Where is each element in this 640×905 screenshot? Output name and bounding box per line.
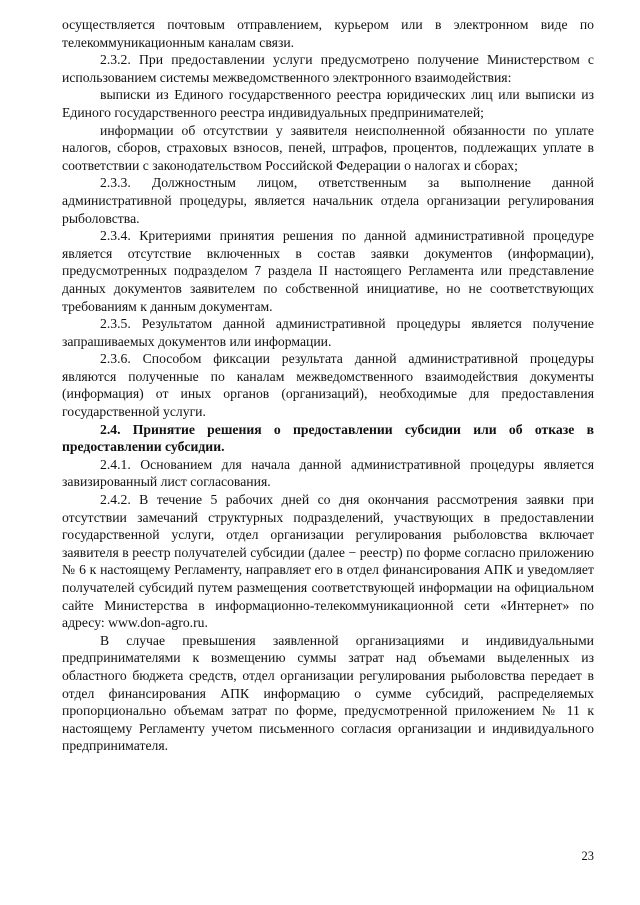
page-number: 23 bbox=[581, 849, 594, 863]
section-heading-2-4: 2.4. Принятие решения о предоставлении субсидии или об отказе в предоставлении субсидии. bbox=[62, 421, 594, 455]
paragraph-2-3-6: 2.3.6. Способом фиксации результата данной административной процедуры являются полученные по каналам межведомственного взаимодействия документы (информация) от иных органов (организаций), необходимые для предоставления государственной услуги. bbox=[62, 351, 594, 420]
paragraph-2-3-3: 2.3.3. Должностным лицом, ответственным за выполнение данной административной процедуры, является начальник отдела организации регулирования рыболовства. bbox=[62, 175, 594, 226]
paragraph-excess-costs: В случае превышения заявленной организациями и индивидуальными предпринимателями к возмещению суммы затрат над объемами выделенных из областного бюджета средств, отдел организации регулирования рыболовства передает в отдел финансирования АПК информацию о сумме субсидий, распределяемых пропорционально объемам затрат по форме, предусмотренной приложением № 11 к настоящему Регламенту учетом письменного согласия организации и индивидуального предпринимателя. bbox=[62, 632, 594, 754]
paragraph-mail-delivery: осуществляется почтовым отправлением, курьером или в электронном виде по телекоммуникационным каналам связи. bbox=[62, 17, 594, 50]
paragraph-2-3-4: 2.3.4. Критериями принятия решения по данной административной процедуре является отсутствие включенных в состав заявки документов (информации), предусмотренных подразделом 7 раздела II настоящего Регламента или представление данных документов заявителем по собственной инициативе, но не соответствующих требованиям к данным документам. bbox=[62, 228, 594, 314]
paragraph-tax-info: информации об отсутствии у заявителя неисполненной обязанности по уплате налогов, сборов, страховых взносов, пеней, штрафов, процентов, подлежащих уплате в соответствии с законодательством Российской Федерации о налогах и сборах; bbox=[62, 122, 594, 173]
paragraph-2-3-5: 2.3.5. Результатом данной административной процедуры является получение запрашиваемых документов или информации. bbox=[62, 316, 594, 349]
paragraph-2-3-2: 2.3.2. При предоставлении услуги предусмотрено получение Министерством с использованием системы межведомственного электронного взаимодействия: bbox=[62, 52, 594, 85]
paragraph-2-4-2: 2.4.2. В течение 5 рабочих дней со дня окончания рассмотрения заявки при отсутствии замечаний структурных подразделений, участвующих в предоставлении государственной услуги, отдел организации регулирования рыболовства включает заявителя в реестр получателей субсидии (далее − реестр) по форме согласно приложению № 6 к настоящему Регламенту, направляет его в отдел финансирования АПК и уведомляет получателей субсидий путем размещения соответствующей информации на официальном сайте Министерства в информационно-телекоммуникационной сети «Интернет» по адресу: www.don-agro.ru. bbox=[62, 492, 594, 631]
paragraph-2-4-1: 2.4.1. Основанием для начала данной административной процедуры является завизированный лист согласования. bbox=[62, 456, 594, 490]
paragraph-egrul-extract: выписки из Единого государственного реестра юридических лиц или выписки из Единого государственного реестра индивидуальных предпринимателей; bbox=[62, 87, 594, 120]
